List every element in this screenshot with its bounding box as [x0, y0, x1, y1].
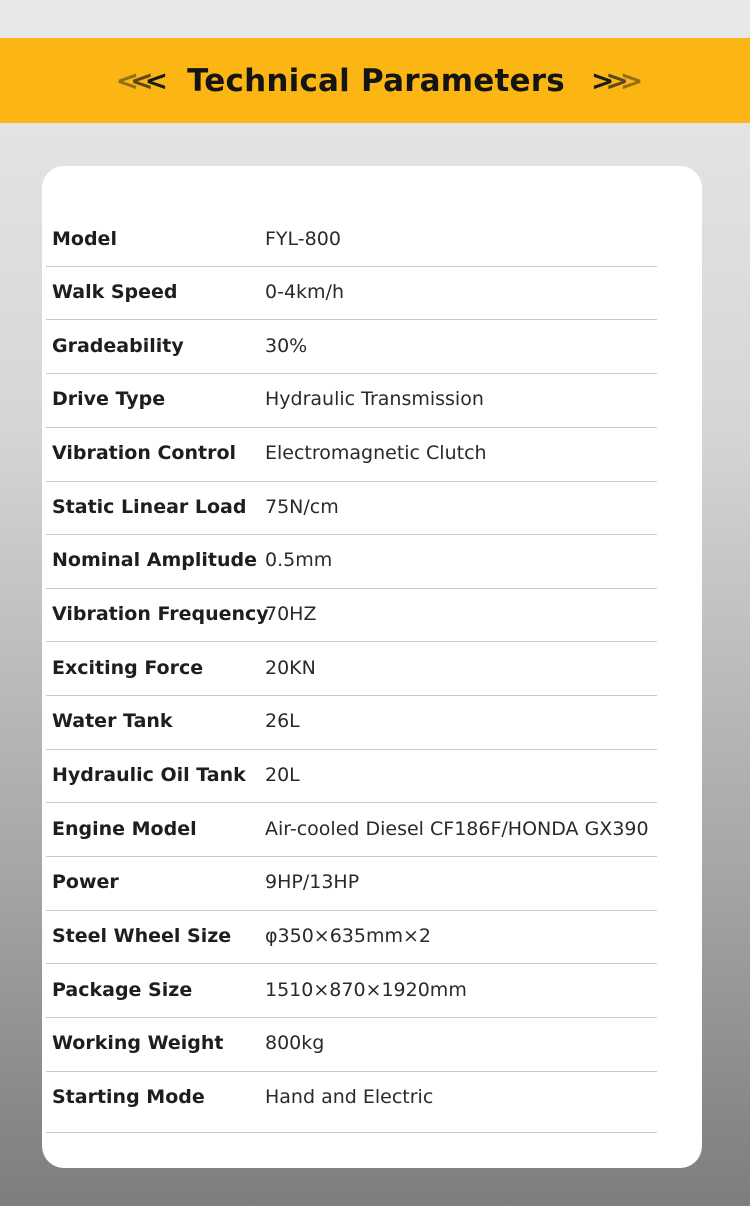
table-row	[46, 481, 657, 535]
right-arrows-icon: > > >	[590, 64, 635, 97]
page-title: Technical Parameters	[187, 62, 565, 99]
left-arrows-icon: < < <	[115, 64, 160, 97]
parameter-label: Water Tank	[52, 710, 173, 732]
parameter-value: 0.5mm	[265, 549, 333, 571]
parameter-value: FYL-800	[265, 228, 341, 250]
parameter-value: 1510×870×1920mm	[265, 979, 467, 1001]
parameter-value: 20KN	[265, 657, 316, 679]
parameter-value: Air-cooled Diesel CF186F/HONDA GX390	[265, 818, 649, 840]
parameter-value: Hydraulic Transmission	[265, 388, 484, 410]
parameter-value: 0-4km/h	[265, 281, 344, 303]
parameter-value: 20L	[265, 764, 300, 786]
parameter-label: Walk Speed	[52, 281, 178, 303]
parameter-label: Package Size	[52, 979, 193, 1001]
parameter-label: Static Linear Load	[52, 496, 247, 518]
table-row	[46, 588, 657, 642]
parameter-value: 75N/cm	[265, 496, 339, 518]
table-row	[46, 963, 657, 1018]
parameter-value: 70HZ	[265, 603, 317, 625]
table-row	[46, 319, 657, 374]
parameter-value: 9HP/13HP	[265, 871, 360, 893]
table-row	[46, 1071, 657, 1133]
table-row	[46, 427, 657, 482]
table-row	[46, 266, 657, 320]
parameter-value: Electromagnetic Clutch	[265, 442, 487, 464]
parameter-value: 800kg	[265, 1032, 325, 1054]
parameter-label: Starting Mode	[52, 1086, 205, 1108]
parameter-value: 26L	[265, 710, 300, 732]
parameter-label: Vibration Control	[52, 442, 237, 464]
table-row	[46, 802, 657, 857]
parameter-label: Vibration Frequency	[52, 603, 269, 625]
table-row	[46, 641, 657, 696]
table-row	[46, 695, 657, 750]
table-row	[46, 212, 657, 267]
parameter-label: Working Weight	[52, 1032, 224, 1054]
parameter-value: Hand and Electric	[265, 1086, 434, 1108]
parameter-label: Exciting Force	[52, 657, 204, 679]
parameter-label: Steel Wheel Size	[52, 925, 232, 947]
table-row	[46, 373, 657, 428]
parameter-label: Nominal Amplitude	[52, 549, 257, 571]
table-row	[46, 749, 657, 803]
parameter-label: Engine Model	[52, 818, 197, 840]
parameter-label: Gradeability	[52, 335, 184, 357]
parameter-label: Model	[52, 228, 117, 250]
parameter-label: Drive Type	[52, 388, 166, 410]
parameter-label: Power	[52, 871, 119, 893]
table-row	[46, 910, 657, 964]
parameter-value: φ350×635mm×2	[265, 925, 432, 947]
header-banner	[0, 38, 750, 123]
table-row	[46, 534, 657, 589]
table-row	[46, 856, 657, 911]
table-row	[46, 1017, 657, 1072]
parameter-value: 30%	[265, 335, 308, 357]
parameter-label: Hydraulic Oil Tank	[52, 764, 246, 786]
